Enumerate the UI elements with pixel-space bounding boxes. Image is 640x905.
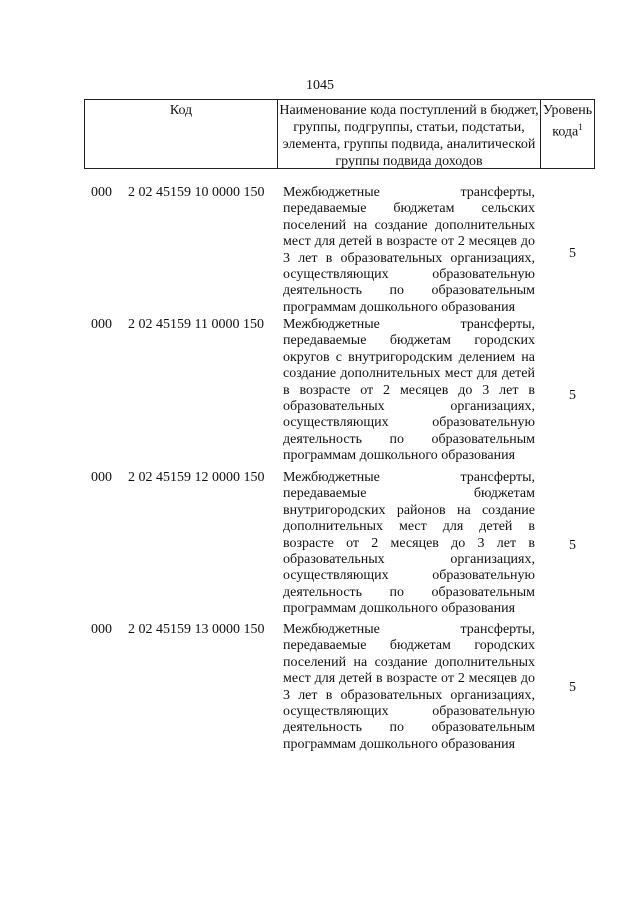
row-budget-code: 2 02 45159 13 0000 150 <box>128 622 265 637</box>
row-admin-code: 000 <box>91 622 112 637</box>
row-name: Межбюджетные трансферты, передаваемые бюджетам городских округов с внутригородским делением на создание дополнительных мест для детей в возрасте от 2 месяцев до 3 лет в образовательных организациях, осуществляющих образовательную деятельность по образовательным программам дошкольного образования <box>283 317 535 464</box>
row-level: 5 <box>569 680 576 695</box>
header-code: Код <box>169 103 193 118</box>
row-level: 5 <box>569 388 576 403</box>
row-level: 5 <box>569 246 576 261</box>
header-level-footnote: 1 <box>578 122 583 132</box>
row-admin-code: 000 <box>91 317 112 332</box>
page-number: 1045 <box>306 78 334 93</box>
row-budget-code: 2 02 45159 10 0000 150 <box>128 185 265 200</box>
row-budget-code: 2 02 45159 11 0000 150 <box>128 317 264 332</box>
row-budget-code: 2 02 45159 12 0000 150 <box>128 470 265 485</box>
header-level-label: Уровень кода <box>542 103 593 140</box>
row-name: Межбюджетные трансферты, передаваемые бюджетам сельских поселений на создание дополнительных мест для детей в возрасте от 2 месяцев до 3 лет в образовательных организациях, осуществляющих образовательную деятельность по образовательным программам дошкольного образования <box>283 185 535 315</box>
row-admin-code: 000 <box>91 470 112 485</box>
row-admin-code: 000 <box>91 185 112 200</box>
row-level: 5 <box>569 538 576 553</box>
row-name: Межбюджетные трансферты, передаваемые бюджетам внутригородских районов на создание дополнительных мест для детей в возрасте от 2 месяцев до 3 лет в образовательных организациях, осуществляющих образовательную деятельность по образовательным программам дошкольного образования <box>283 470 535 617</box>
header-level <box>541 102 594 141</box>
table-header <box>84 99 595 169</box>
header-border-right <box>594 100 595 168</box>
row-name: Межбюджетные трансферты, передаваемые бюджетам городских поселений на создание дополнительных мест для детей в возрасте от 2 месяцев до 3 лет в образовательных организациях, осуществляющих образовательную деятельность по образовательным программам дошкольного образования <box>283 622 535 752</box>
header-name: Наименование кода поступлений в бюджет, группы, подгруппы, статьи, подстатьи, элемента, группы подвида, аналитической группы подвида доходов <box>279 103 539 169</box>
